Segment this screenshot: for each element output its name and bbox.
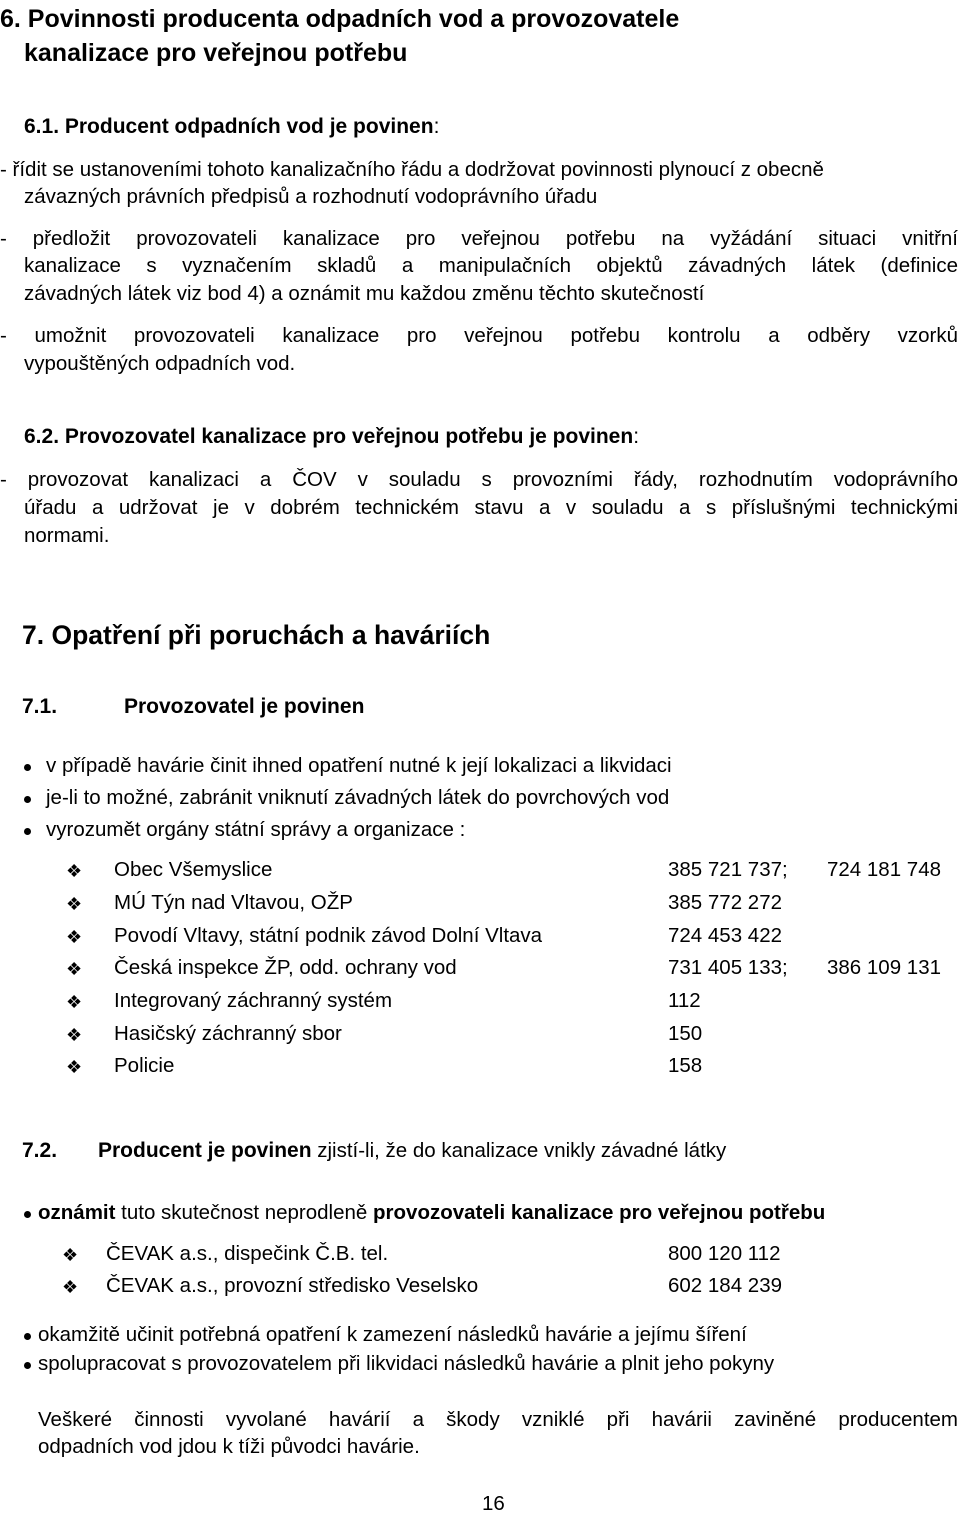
diamond-bullet-icon: ❖ [66,1057,83,1077]
s61-item3-line1: - umožnit provozovateli kanalizace pro veřejnou potřebu kontrolu a odběry vzorků [0,324,958,347]
s61-item1-line1: - řídit se ustanoveními tohoto kanalizačního řádu a dodržovat povinnosti plynoucí z obecně [0,158,824,181]
s72-contact-phone: 602 184 239 [668,1274,783,1297]
s72-closing-line1: Veškeré činnosti vyvolané havárií a škody vzniklé při havárii zaviněné producentem [38,1408,958,1431]
s61-item2-line3: závadných látek viz bod 4) a oznámit mu každou změnu těchto skutečností [24,282,705,305]
diamond-bullet-icon: ❖ [66,861,83,881]
contact-name: Povodí Vltavy, státní podnik závod Dolní Vltava [114,924,543,947]
bullet-icon [24,1333,31,1340]
bullet-icon [24,764,31,771]
contact-phone: 724 453 422 [668,924,783,947]
page-number: 16 [482,1492,505,1515]
s72-contact-phone: 800 120 112 [668,1242,781,1265]
contact-phone: 150 [668,1022,703,1045]
contact-phone: 731 405 133; [668,956,788,979]
diamond-bullet-icon: ❖ [66,992,83,1012]
contact-phone: 385 721 737; [668,858,788,881]
diamond-bullet-icon: ❖ [66,1025,83,1045]
section-6-2-heading: 6.2. Provozovatel kanalizace pro veřejnou potřebu je povinen: [24,425,640,448]
contact-phone-2: 386 109 131 [827,956,942,979]
contact-name: MÚ Týn nad Vltavou, OŽP [114,891,353,914]
contact-name: Policie [114,1054,175,1077]
bullet-icon [24,1211,31,1218]
s72-contact-name: ČEVAK a.s., provozní středisko Veselsko [106,1274,479,1297]
section-6-1-heading: 6.1. Producent odpadních vod je povinen: [24,115,440,138]
s62-item1-line2: úřadu a udržovat je v dobrém technickém stavu a v souladu a s příslušnými technickými [24,496,958,519]
s72-number: 7.2. [22,1139,58,1162]
s72-bullet-1: oznámit tuto skutečnost neprodleně provozovateli kanalizace pro veřejnou potřebu [38,1201,826,1224]
contact-name: Integrovaný záchranný systém [114,989,393,1012]
diamond-bullet-icon: ❖ [62,1245,79,1265]
bullet-icon [24,796,31,803]
s61-item1-line2: závazných právních předpisů a rozhodnutí vodoprávního úřadu [24,185,598,208]
s71-bullet-3: vyrozumět orgány státní správy a organizace : [46,818,466,841]
s72-bullet-2: okamžitě učinit potřebná opatření k zamezení následků havárie a jejímu šíření [38,1323,747,1346]
contact-name: Hasičský záchranný sbor [114,1022,342,1045]
section-6-title-line2: kanalizace pro veřejnou potřebu [24,39,408,67]
s72-bullet-3: spolupracovat s provozovatelem při likvidaci následků havárie a plnit jeho pokyny [38,1352,775,1375]
contact-name: Obec Všemyslice [114,858,273,881]
contact-phone: 158 [668,1054,703,1077]
s71-number: 7.1. [22,695,58,718]
bullet-icon [24,828,31,835]
s72-contact-name: ČEVAK a.s., dispečink Č.B. tel. [106,1242,389,1265]
s61-item3-line2: vypouštěných odpadních vod. [24,352,296,375]
section-6-title-line1: 6. Povinnosti producenta odpadních vod a provozovatele [0,5,680,33]
s71-heading: Provozovatel je povinen [124,695,365,718]
s72-closing-line2: odpadních vod jdou k tíži původci havárie. [38,1435,420,1458]
diamond-bullet-icon: ❖ [66,959,83,979]
s61-item2-line1: - předložit provozovateli kanalizace pro veřejnou potřebu na vyžádání situaci vnitřní [0,227,958,250]
bullet-icon [24,1362,31,1369]
s71-bullet-2: je-li to možné, zabránit vniknutí závadných látek do povrchových vod [46,786,670,809]
contact-phone: 112 [668,989,701,1012]
diamond-bullet-icon: ❖ [66,927,83,947]
s71-bullet-1: v případě havárie činit ihned opatření nutné k její lokalizaci a likvidaci [46,754,672,777]
section-7-title: 7. Opatření při poruchách a haváriích [22,620,491,650]
s62-item1-line1: - provozovat kanalizaci a ČOV v souladu s provozními řády, rozhodnutím vodoprávního [0,468,958,491]
contact-phone-2: 724 181 748 [827,858,942,881]
s72-heading: Producent je povinen zjistí-li, že do kanalizace vnikly závadné látky [98,1139,727,1162]
s62-item1-line3: normami. [24,524,110,547]
diamond-bullet-icon: ❖ [66,894,83,914]
s61-item2-line2: kanalizace s vyznačením skladů a manipulačních objektů závadných látek (definice [24,254,958,277]
contact-phone: 385 772 272 [668,891,783,914]
diamond-bullet-icon: ❖ [62,1277,79,1297]
contact-name: Česká inspekce ŽP, odd. ochrany vod [114,956,457,979]
